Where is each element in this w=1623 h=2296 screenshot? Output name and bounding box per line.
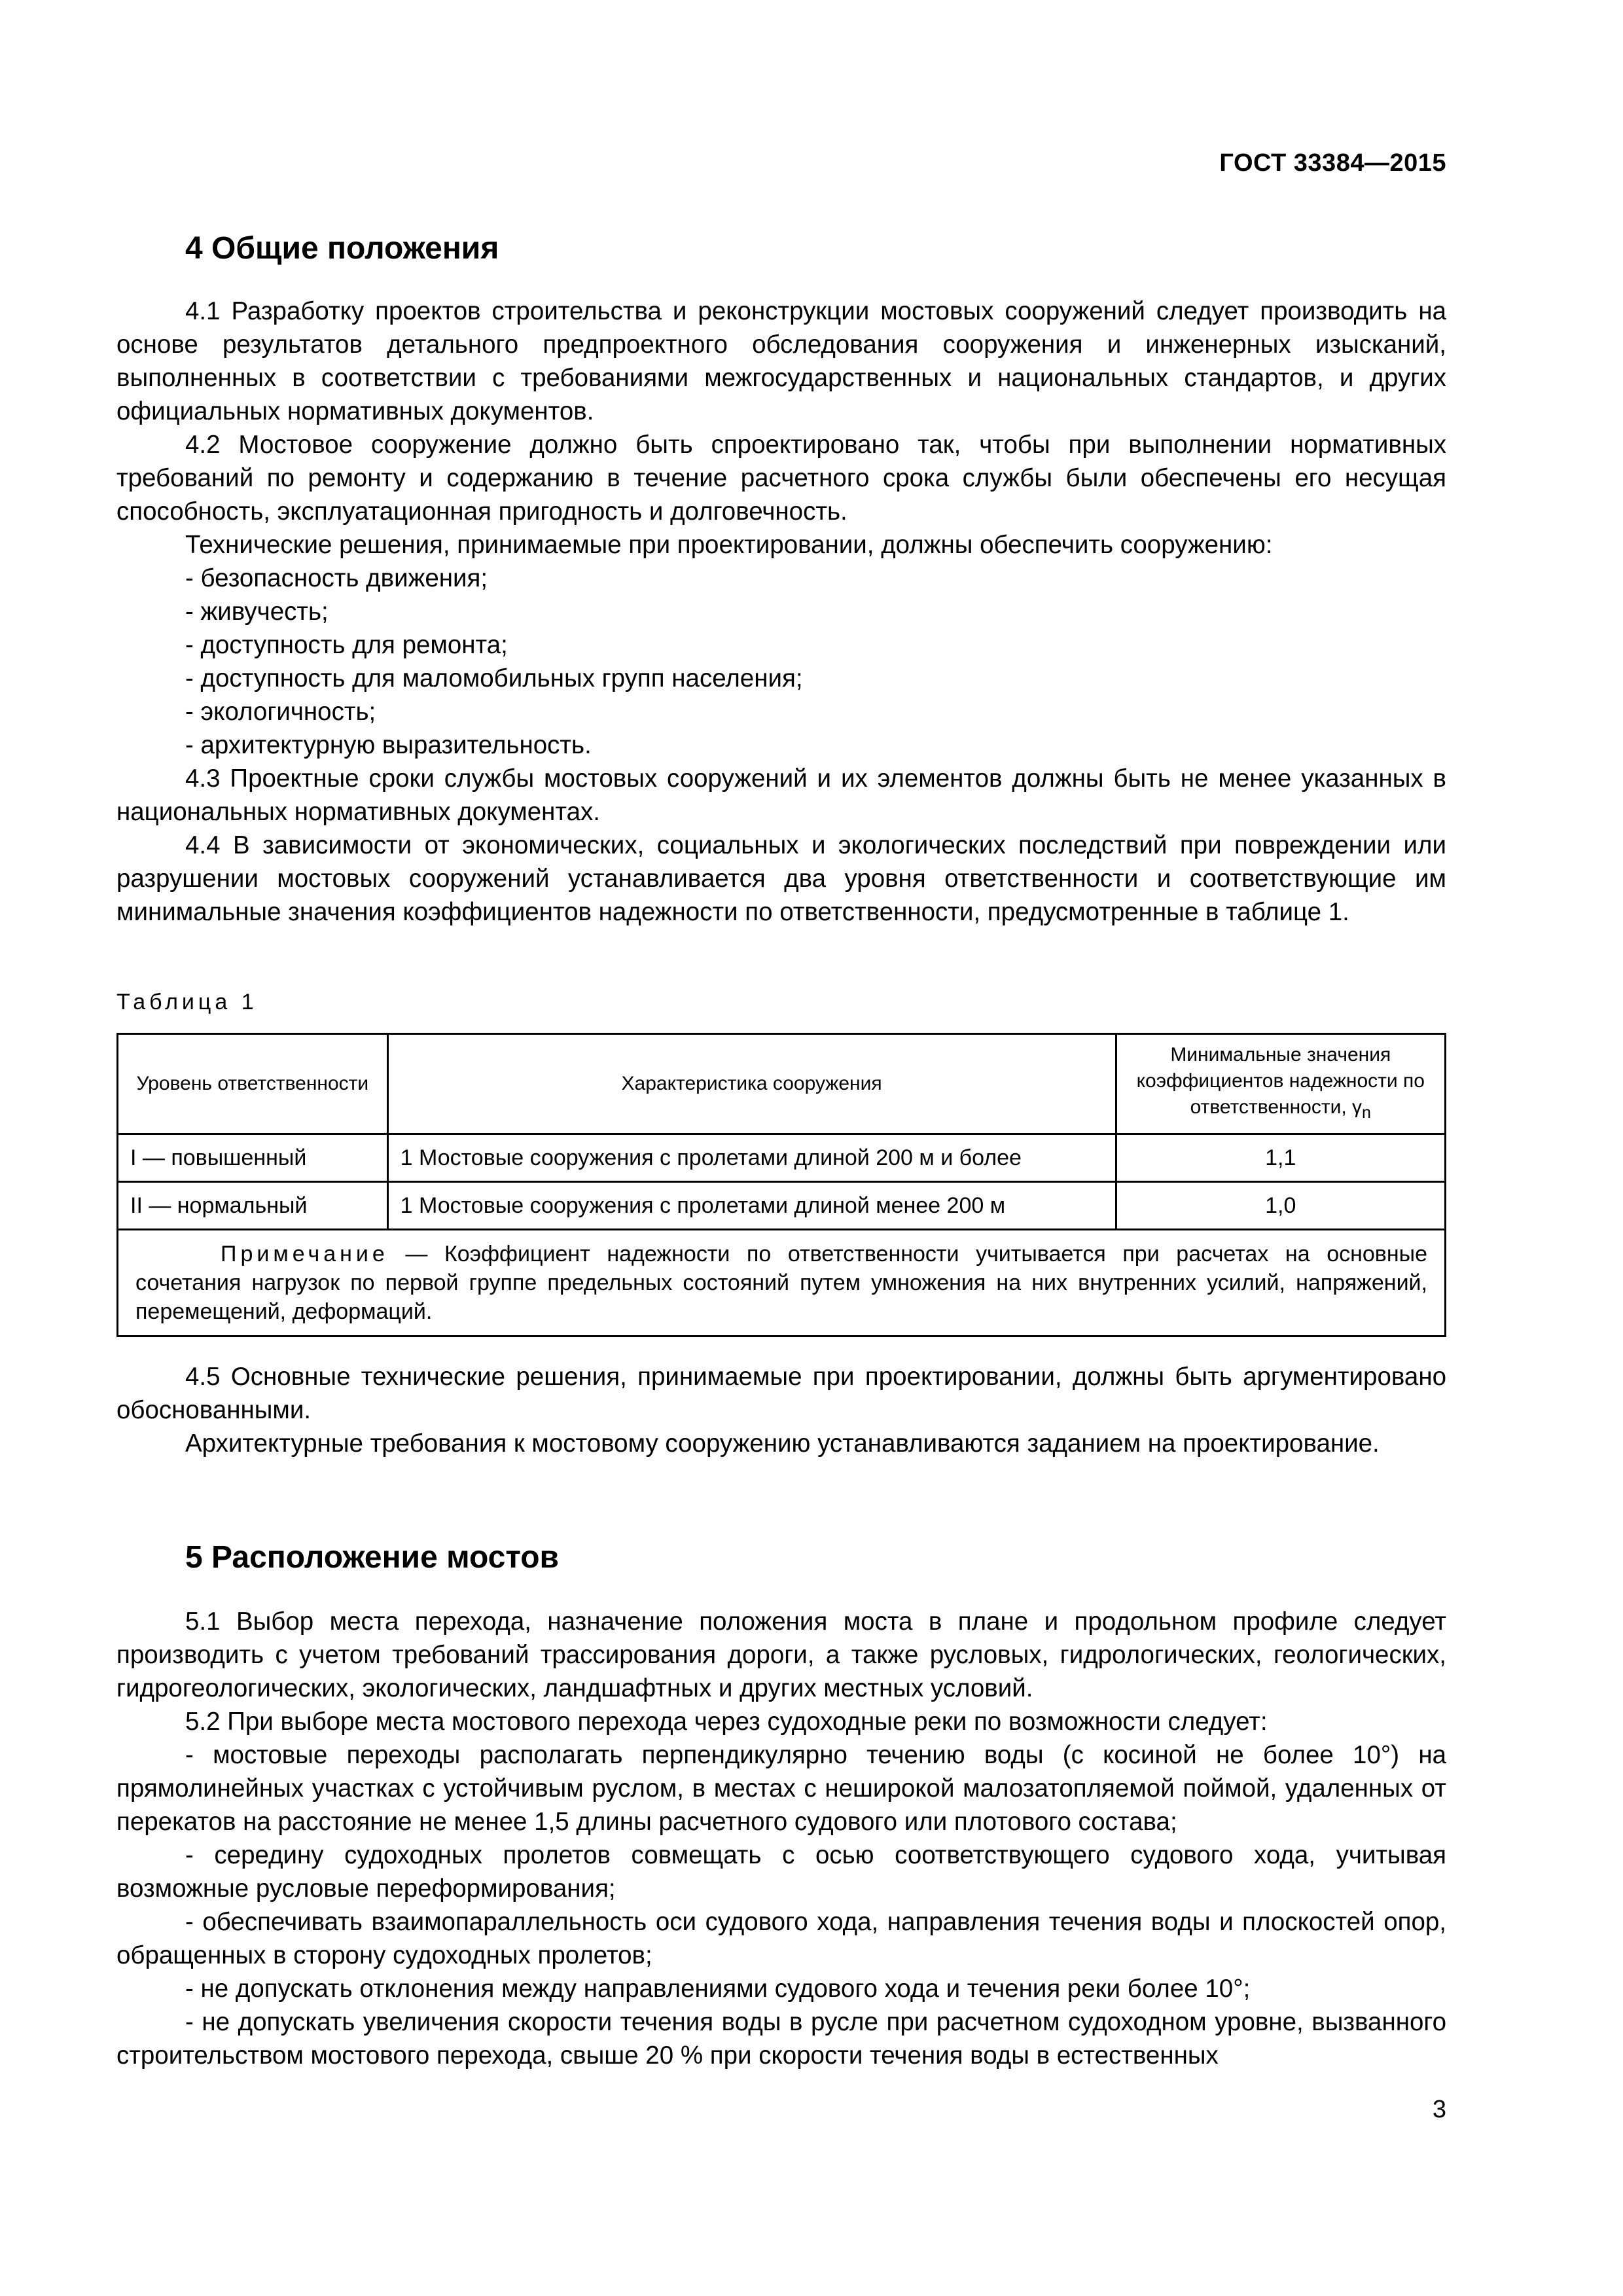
- cell-value: 1,1: [1116, 1134, 1445, 1182]
- table-note-row: [118, 1230, 1446, 1336]
- cell-value: 1,0: [1116, 1182, 1445, 1230]
- cell-characteristic: 1 Мостовые сооружения с пролетами длиной менее 200 м: [387, 1182, 1116, 1230]
- list-item: - архитектурную выразительность.: [185, 731, 592, 759]
- section-4-body: [116, 295, 1446, 929]
- section-5-body: [116, 1605, 1446, 2072]
- table-caption: Таблица 1: [116, 990, 258, 1014]
- note-text: — Коэффициент надежности по ответственности учитывается при расчетах на основные сочетания нагрузок по первой группе предельных состояний путем умножения на них внутренних усилий, напряжений, перемещений, деформаций.: [135, 1242, 1427, 1324]
- responsibility-table: [116, 1033, 1446, 1337]
- header-coefficient: Минимальные значения коэффициентов надежности по ответственности, $\gamma_n$: [1116, 1034, 1445, 1134]
- table-row: [118, 1134, 1446, 1182]
- table-note: [118, 1230, 1446, 1336]
- table-header-row: [118, 1034, 1446, 1134]
- header-level: Уровень ответственности: [118, 1034, 388, 1134]
- list-item: - доступность для маломобильных групп населения;: [185, 664, 803, 692]
- technical-solutions-intro: Технические решения, принимаемые при проектировании, должны обеспечить сооружению:: [185, 531, 1273, 559]
- paragraph-5-2: 5.2 При выборе места мостового перехода через судоходные реки по возможности следует:: [185, 1708, 1268, 1736]
- cell-level: II — нормальный: [118, 1182, 388, 1230]
- list-item: - обеспечивать взаимопараллельность оси судового хода, направления течения воды и плоскостей опор, обращенных в сторону судоходных пролетов;: [116, 1908, 1446, 1969]
- document-page: [116, 0, 1446, 2296]
- page-number: 3: [1432, 2096, 1446, 2123]
- cell-level: I — повышенный: [118, 1134, 388, 1182]
- paragraph-5-1: 5.1 Выбор места перехода, назначение положения моста в плане и продольном профиле следует производить с учетом требований трассирования дороги, а также русловых, гидрологических, геологических, гидрогеологических, экологических, ландшафтных и других местных условий.: [116, 1607, 1446, 1702]
- document-number: ГОСТ 33384—2015: [1219, 149, 1446, 177]
- paragraph-4-3: 4.3 Проектные сроки службы мостовых сооружений и их элементов должны быть не менее указанных в национальных нормативных документах.: [116, 764, 1446, 826]
- section-4-heading: 4 Общие положения: [185, 231, 499, 266]
- paragraph-4-5: 4.5 Основные технические решения, принимаемые при проектировании, должны быть аргументировано обоснованными.: [116, 1363, 1446, 1424]
- list-item: - доступность для ремонта;: [185, 631, 508, 659]
- list-item: - мостовые переходы располагать перпендикулярно течению воды (с косиной не более 10°) на прямолинейных участках с устойчивым руслом, в местах с неширокой малозатопляемой поймой, удаленных от перекатов на расстояние не менее 1,5 длины расчетного судового или плотового состава;: [116, 1741, 1446, 1836]
- list-item: - живучесть;: [185, 598, 329, 626]
- list-item: - безопасность движения;: [185, 564, 488, 592]
- cell-characteristic: 1 Мостовые сооружения с пролетами длиной 200 м и более: [387, 1134, 1116, 1182]
- paragraph-4-2: 4.2 Мостовое сооружение должно быть спроектировано так, чтобы при выполнении нормативных требований по ремонту и содержанию в течение расчетного срока службы были обеспечены его несущая способность, эксплуатационная пригодность и долговечность.: [116, 431, 1446, 526]
- architectural-requirements: Архитектурные требования к мостовому сооружению устанавливаются заданием на проектирование.: [185, 1429, 1380, 1458]
- list-item: - экологичность;: [185, 698, 376, 726]
- paragraph-4-4: 4.4 В зависимости от экономических, социальных и экологических последствий при повреждении или разрушении мостовых сооружений устанавливается два уровня ответственности и соответствующие им минимальные значения коэффициентов надежности по ответственности, предусмотренные в таблице 1.: [116, 831, 1446, 926]
- section-5-heading: 5 Расположение мостов: [185, 1540, 560, 1575]
- table-row: [118, 1182, 1446, 1230]
- list-item: - не допускать отклонения между направлениями судового хода и течения реки более 10°;: [185, 1975, 1251, 2003]
- section-4-continued: [116, 1360, 1446, 1460]
- list-item: - не допускать увеличения скорости течения воды в русле при расчетном судоходном уровне, вызванного строительством мостового перехода, свыше 20 % при скорости течения воды в естественных: [116, 2008, 1446, 2070]
- header-characteristic: Характеристика сооружения: [387, 1034, 1116, 1134]
- note-label: Примечание: [221, 1242, 389, 1266]
- paragraph-4-1: 4.1 Разработку проектов строительства и реконструкции мостовых сооружений следует производить на основе результатов детального предпроектного обследования сооружения и инженерных изысканий, выполненных в соответствии с требованиями межгосударственных и национальных стандартов, и других официальных нормативных документов.: [116, 297, 1446, 425]
- list-item: - середину судоходных пролетов совмещать с осью соответствующего судового хода, учитывая возможные русловые переформирования;: [116, 1841, 1446, 1903]
